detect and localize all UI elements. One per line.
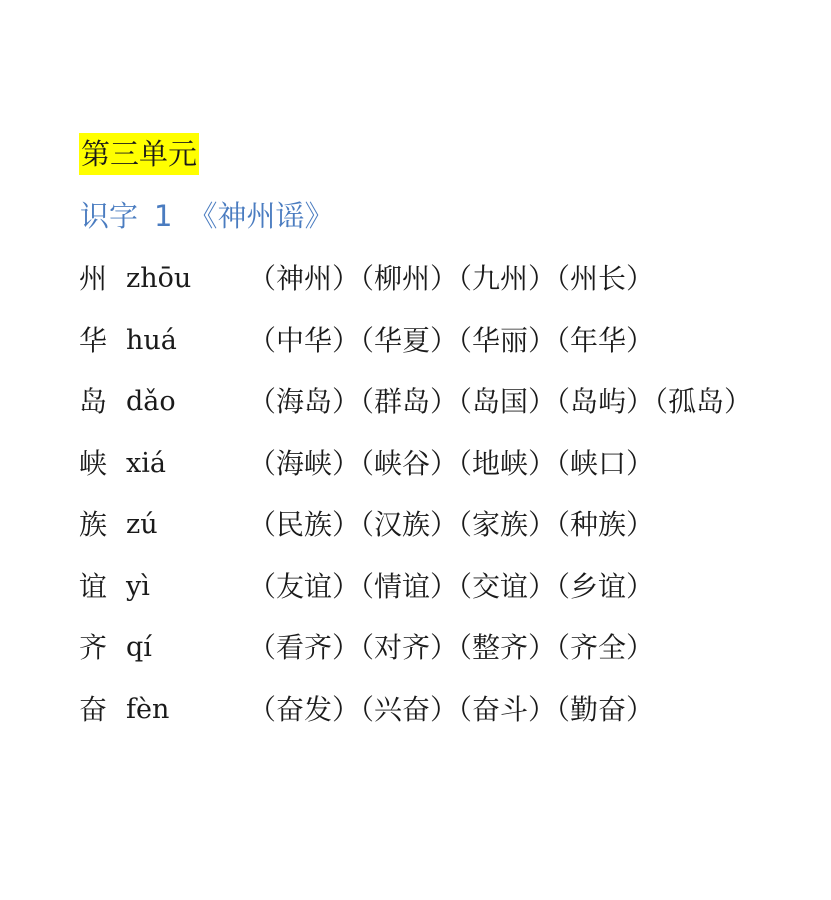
vocab-character: 峡 (79, 446, 108, 480)
vocab-pinyin: zú (126, 509, 158, 540)
vocab-row (0, 622, 831, 684)
vocab-pinyin: dǎo (126, 386, 176, 417)
vocab-words: （民族）（汉族）（家族）（种族） (248, 508, 655, 541)
vocab-character: 华 (79, 323, 108, 357)
vocab-character: 齐 (79, 631, 108, 664)
lesson-label: 识字 (80, 199, 139, 233)
lesson-title (80, 194, 349, 238)
vocab-character: 岛 (79, 385, 108, 418)
vocab-character: 谊 (79, 569, 108, 603)
lesson-name: 《神州谣》 (188, 199, 334, 233)
vocabulary-list (0, 253, 831, 745)
vocab-character: 奋 (79, 692, 108, 726)
vocab-words: （友谊）（情谊）（交谊）（乡谊） (248, 569, 655, 603)
vocab-pinyin: xiá (126, 447, 166, 479)
lesson-number: 1 (154, 199, 173, 233)
vocab-character: 州 (79, 262, 108, 295)
vocab-pinyin: fèn (126, 693, 170, 725)
vocab-row (0, 376, 831, 438)
vocab-words: （中华）（华夏）（华丽）（年华） (248, 323, 655, 357)
vocab-row (0, 561, 831, 623)
vocab-row (0, 438, 831, 500)
vocab-pinyin: qí (126, 632, 152, 663)
vocab-words: （奋发）（兴奋）（奋斗）（勤奋） (248, 692, 655, 726)
vocab-words: （海岛）（群岛）（岛国）（岛屿）（孤岛） (248, 385, 753, 418)
unit-heading: 第三单元 (79, 133, 199, 175)
vocab-character: 族 (79, 508, 108, 541)
vocab-row (0, 684, 831, 746)
vocab-pinyin: huá (126, 324, 177, 356)
vocab-pinyin: yì (126, 570, 150, 602)
vocab-row (0, 253, 831, 315)
vocab-pinyin: zhōu (126, 263, 192, 294)
vocab-words: （看齐）（对齐）（整齐）（齐全） (248, 631, 655, 664)
vocab-row (0, 315, 831, 377)
vocab-row (0, 499, 831, 561)
vocab-words: （神州）（柳州）（九州）（州长） (248, 262, 655, 295)
vocab-words: （海峡）（峡谷）（地峡）（峡口） (248, 446, 655, 480)
